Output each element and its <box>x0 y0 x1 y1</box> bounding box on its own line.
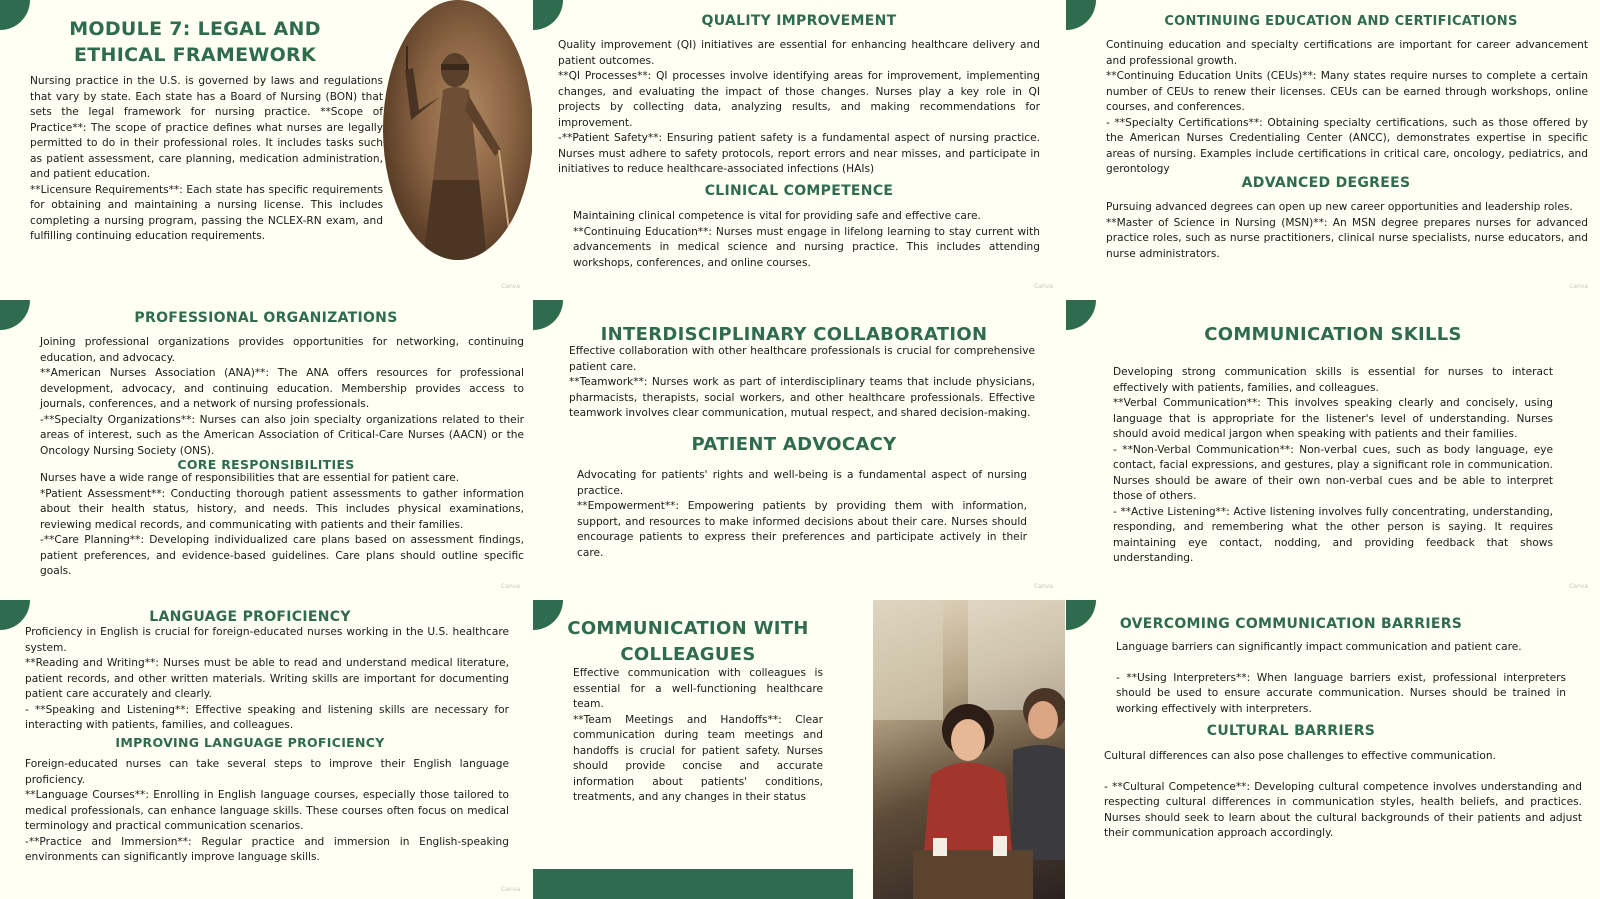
paragraph: - **Non-Verbal Communication**: Non-verbal cues, such as body language, eye contact, facial expressions, and gestures, play a significant role in communication. Nurses should be aware of their own non-verbal cues and be able to interpret those of others. <box>1113 443 1553 502</box>
body-text <box>1104 749 1582 842</box>
watermark: Canva <box>501 283 520 290</box>
section-title: INTERDISCIPLINARY COLLABORATION <box>600 324 988 345</box>
body-text <box>40 335 524 459</box>
body-text <box>1116 640 1566 717</box>
body-text <box>30 74 383 245</box>
slide-communication-skills <box>1066 300 1600 598</box>
paragraph: Developing strong communication skills is essential for nurses to interact effectively with patients, families, and colleagues. <box>1113 366 1553 394</box>
page-title: MODULE 7: LEGAL AND ETHICAL FRAMEWORK <box>69 18 321 66</box>
paragraph: -**Care Planning**: Developing individualized care plans based on assessment findings, patient preferences, and evidence-based guidelines. Care plans should outline specific goals. <box>40 534 524 577</box>
paragraph: **Team Meetings and Handoffs**: Clear communication during team meetings and handoffs is crucial for patient safety. Nurses should provide concise and accurate information about patients' conditions, treatments, and any changes in their status <box>573 713 823 803</box>
slide-continuing-education <box>1066 0 1600 298</box>
paragraph: **QI Processes**: QI processes involve identifying areas for improvement, implementing changes, and evaluating the impact of those changes. Nurses play a key role in QI projects by collecting data, analyzing results, and making recommendations for improvement. <box>558 70 1040 129</box>
paragraph: *Patient Assessment**: Conducting thorough patient assessments to gather information about their health status, history, and needs. This includes physical examinations, reviewing medical records, and communicating with patients and their families. <box>40 487 524 531</box>
body-text <box>573 209 1040 271</box>
body-text <box>1106 38 1588 178</box>
paragraph: - **Specialty Certifications**: Obtaining specialty certifications, such as those offered by the American Nurses Credentialing Center (ANCC), demonstrates expertise in specific areas of nursing. Examples include certifications in critical care, oncology, pediatrics, and gerontology <box>1106 116 1588 175</box>
paragraph: **Licensure Requirements**: Each state has specific requirements for obtaining and maintaining a nursing license. This includes completing a nursing program, passing the NCLEX-RN exam, and fulfilling continuing education requirements. <box>30 183 383 242</box>
section-title: QUALITY IMPROVEMENT <box>701 13 897 29</box>
paragraph: - **Speaking and Listening**: Effective speaking and listening skills are necessary for interacting with patients, families, and colleagues. <box>25 703 509 731</box>
paragraph: - **Active Listening**: Active listening involves fully concentrating, understanding, responding, and remembering what the other person is saying. It requires maintaining eye contact, nodding, and providing feedback that shows understanding. <box>1113 505 1553 564</box>
paragraph: **Master of Science in Nursing (MSN)**: An MSN degree prepares nurses for advanced practice roles, such as nurse practitioners, clinical nurse specialists, nurse educators, and nurse administrators. <box>1106 216 1588 260</box>
paragraph: Nurses have a wide range of responsibilities that are essential for patient care. <box>40 472 460 484</box>
corner-decoration <box>0 0 30 30</box>
people-icon <box>873 600 1065 899</box>
slide-quality-improvement <box>533 0 1065 298</box>
slide-interdisciplinary-collaboration <box>533 300 1065 598</box>
paragraph: **Language Courses**: Enrolling in English language courses, especially those tailored to medical professionals, can enhance language skills. These courses often focus on medical terminology and practical communication scenarios. <box>25 789 509 832</box>
paragraph-spacer <box>1116 656 1566 671</box>
body-text <box>577 468 1027 561</box>
colleagues-cafe-photo <box>873 600 1065 899</box>
paragraph: Effective collaboration with other healthcare professionals is crucial for comprehensive patient care. <box>569 345 1035 373</box>
section-title: PROFESSIONAL ORGANIZATIONS <box>134 310 398 326</box>
paragraph: Advocating for patients' rights and well-being is a fundamental aspect of nursing practice. <box>577 469 1027 497</box>
watermark: Canva <box>1569 283 1588 290</box>
paragraph: Nursing practice in the U.S. is governed by laws and regulations that vary by state. Each state has a Board of Nursing (BON) that sets the legal framework for nursing practice. **Scope of Practice**: The scope of practice defines what nurses are legally permitted to do in their professional roles. It includes tasks such as patient assessment, care planning, medication administration, and patient education. <box>30 75 383 180</box>
slide-communication-colleagues <box>533 600 1065 899</box>
section-title: PATIENT ADVOCACY <box>691 434 897 455</box>
paragraph: **Empowerment**: Empowering patients by providing them with information, support, and resources to make informed decisions about their care. Nurses should encourage patients to express their preferences and participate actively in their care. <box>577 500 1027 559</box>
paragraph: Pursuing advanced degrees can open up new career opportunities and leadership roles. <box>1106 201 1573 213</box>
body-text <box>25 757 509 866</box>
section-title: COMMUNICATION WITH COLLEAGUES <box>567 618 809 665</box>
body-text <box>573 666 823 806</box>
section-title: CLINICAL COMPETENCE <box>704 183 894 199</box>
slide-legal-framework <box>0 0 532 298</box>
paragraph: Cultural differences can also pose challenges to effective communication. <box>1104 750 1496 762</box>
section-title: IMPROVING LANGUAGE PROFICIENCY <box>115 735 385 750</box>
paragraph: **Continuing Education Units (CEUs)**: Many states require nurses to complete a certain number of CEUs to renew their licenses. CEUs can be earned through workshops, online courses, and conferences. <box>1106 70 1588 113</box>
body-text <box>1113 365 1553 567</box>
slide-overcoming-barriers <box>1066 600 1600 899</box>
corner-decoration <box>1066 0 1096 30</box>
section-title: COMMUNICATION SKILLS <box>1204 324 1462 345</box>
section-title: CONTINUING EDUCATION AND CERTIFICATIONS <box>1164 14 1518 29</box>
paragraph: **Continuing Education**: Nurses must engage in lifelong learning to stay current with advancements in medical science and nursing practice. This includes attending workshops, conferences, and online courses. <box>573 225 1040 269</box>
slide-language-proficiency <box>0 600 532 899</box>
paragraph-spacer <box>1104 765 1582 780</box>
watermark: Canva <box>501 886 520 893</box>
paragraph: **Verbal Communication**: This involves speaking clearly and concisely, using language that is appropriate for the listener's level of understanding. Nurses should avoid medical jargon when speaking with patients and their families. <box>1113 397 1553 440</box>
section-title: ADVANCED DEGREES <box>1241 175 1411 191</box>
paragraph: -**Practice and Immersion**: Regular practice and immersion in English-speaking environments can significantly improve language skills. <box>25 835 509 863</box>
corner-decoration <box>533 600 563 630</box>
watermark: Canva <box>1034 583 1053 590</box>
body-text <box>569 344 1035 422</box>
section-title: LANGUAGE PROFICIENCY <box>149 609 351 625</box>
paragraph: **American Nurses Association (ANA)**: The ANA offers resources for professional development, advocacy, and continuing education. Membership provides access to journals, conferences, and a network of nursing professionals. <box>40 367 524 410</box>
watermark: Canva <box>1569 583 1588 590</box>
paragraph: Foreign-educated nurses can take several steps to improve their English language proficiency. <box>25 758 509 786</box>
paragraph: Continuing education and specialty certifications are important for career advancement and professional growth. <box>1106 39 1588 67</box>
body-text <box>558 38 1040 178</box>
paragraph: -**Specialty Organizations**: Nurses can also join specialty organizations related to their areas of interest, such as the American Association of Critical-Care Nurses (AACN) or the Oncology Nursing Society (ONS). <box>40 413 524 457</box>
slide-professional-organizations <box>0 300 532 598</box>
statue-icon <box>383 0 532 260</box>
paragraph: Language barriers can significantly impact communication and patient care. <box>1116 641 1522 653</box>
paragraph: -**Patient Safety**: Ensuring patient safety is a fundamental aspect of nursing practice. Nurses must adhere to safety protocols, report errors and near misses, and participate in initiatives to reduce healthcare-associated infections (HAIs) <box>558 132 1040 175</box>
section-title: OVERCOMING COMMUNICATION BARRIERS <box>1119 616 1463 632</box>
watermark: Canva <box>501 583 520 590</box>
section-title: CULTURAL BARRIERS <box>1206 723 1376 739</box>
paragraph: - **Using Interpreters**: When language barriers exist, professional interpreters should be used to ensure accurate communication. Nurses should be trained in working effectively with interpreters. <box>1116 671 1566 715</box>
paragraph: **Teamwork**: Nurses work as part of interdisciplinary teams that include physicians, pharmacists, therapists, social workers, and other healthcare professionals. Effective teamwork involves clear communication, mutual respect, and shared decision-making. <box>569 376 1035 419</box>
body-text <box>40 471 524 580</box>
watermark: Canva <box>1034 283 1053 290</box>
body-text <box>1106 200 1588 262</box>
paragraph: Maintaining clinical competence is vital for providing safe and effective care. <box>573 210 981 222</box>
body-text <box>25 625 509 734</box>
footer-bar <box>533 869 853 899</box>
paragraph: Quality improvement (QI) initiatives are essential for enhancing healthcare delivery and patient outcomes. <box>558 39 1040 67</box>
section-title: CORE RESPONSIBILITIES <box>177 457 355 472</box>
paragraph: Joining professional organizations provides opportunities for networking, continuing education, and advocacy. <box>40 336 524 364</box>
lady-justice-statue-image <box>383 0 532 260</box>
paragraph: **Reading and Writing**: Nurses must be able to read and understand medical literature, patient records, and other written materials. Writing skills are important for documenting patient care accurately and clearly. <box>25 657 509 700</box>
paragraph: - **Cultural Competence**: Developing cultural competence involves understanding and respecting cultural differences in communication styles, health beliefs, and practices. Nurses should seek to learn about the cultural backgrounds of their patients and adjust their communication approach accordingly. <box>1104 780 1582 839</box>
paragraph: Effective communication with colleagues is essential for a well-functioning healthcare team. <box>573 667 823 710</box>
paragraph: Proficiency in English is crucial for foreign-educated nurses working in the U.S. healthcare system. <box>25 626 509 654</box>
